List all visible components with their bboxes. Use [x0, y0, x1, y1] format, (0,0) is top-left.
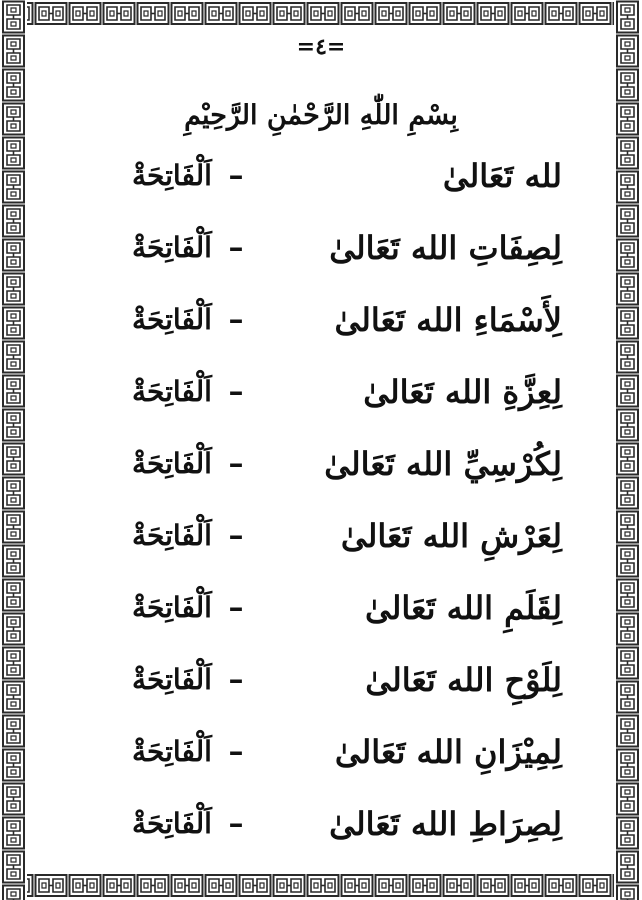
dedication-text: لِلَوْحِ الله تَعَالىٰ: [365, 661, 562, 699]
dash-separator: –: [228, 518, 244, 553]
list-item: [40, 580, 602, 652]
dedication-text: لِعَرْشِ الله تَعَالىٰ: [340, 517, 562, 555]
dedication-text: لِكُرْسِيِّ الله تَعَالىٰ: [324, 445, 562, 483]
right-ornamental-border: [614, 0, 642, 900]
list-item: [40, 364, 602, 436]
list-item: [40, 796, 602, 868]
dash-separator: –: [228, 590, 244, 625]
top-ornamental-border: [0, 0, 642, 27]
list-item: [40, 292, 602, 364]
dedication-text: لِصِرَاطِ الله تَعَالىٰ: [329, 805, 562, 843]
recitation-text: اَلْفَاتِحَةْ: [132, 447, 212, 480]
list-item: [40, 652, 602, 724]
dash-separator: –: [228, 230, 244, 265]
basmala-heading: بِسْمِ اللّٰهِ الرَّحْمٰنِ الرَّحِيْمِ: [184, 100, 458, 131]
bottom-ornamental-border: [0, 872, 642, 900]
page-content: [40, 30, 602, 868]
dedication-text: لِعِزَّةِ الله تَعَالىٰ: [363, 373, 562, 411]
recitation-text: اَلْفَاتِحَةْ: [132, 159, 212, 192]
dash-separator: –: [228, 734, 244, 769]
square-knot-border-icon: [0, 0, 642, 27]
dash-separator: –: [228, 302, 244, 337]
recitation-text: اَلْفَاتِحَةْ: [132, 303, 212, 336]
dedication-text: لِصِفَاتِ الله تَعَالىٰ: [329, 229, 562, 267]
recitation-text: اَلْفَاتِحَةْ: [132, 519, 212, 552]
dash-separator: –: [228, 662, 244, 697]
recitation-text: اَلْفَاتِحَةْ: [132, 231, 212, 264]
recitation-text: اَلْفَاتِحَةْ: [132, 663, 212, 696]
recitation-text: اَلْفَاتِحَةْ: [132, 807, 212, 840]
list-item: [40, 508, 602, 580]
dash-separator: –: [228, 158, 244, 193]
page-number: =٤=: [296, 34, 346, 60]
dedication-text: لله تَعَالىٰ: [442, 157, 562, 195]
dash-separator: –: [228, 446, 244, 481]
square-knot-border-icon: [0, 0, 27, 900]
dedication-text: لِأَسْمَاءِ الله تَعَالىٰ: [334, 301, 562, 339]
list-item: [40, 724, 602, 796]
recitation-text: اَلْفَاتِحَةْ: [132, 591, 212, 624]
dedication-text: لِمِيْزَانِ الله تَعَالىٰ: [334, 733, 562, 771]
square-knot-border-icon: [614, 0, 642, 900]
dash-separator: –: [228, 806, 244, 841]
square-knot-border-icon: [0, 872, 642, 900]
recitation-text: اَلْفَاتِحَةْ: [132, 375, 212, 408]
list-item: [40, 148, 602, 220]
list-item: [40, 220, 602, 292]
list-item: [40, 436, 602, 508]
dash-separator: –: [228, 374, 244, 409]
left-ornamental-border: [0, 0, 27, 900]
recitation-text: اَلْفَاتِحَةْ: [132, 735, 212, 768]
dedication-text: لِقَلَمِ الله تَعَالىٰ: [364, 589, 562, 627]
